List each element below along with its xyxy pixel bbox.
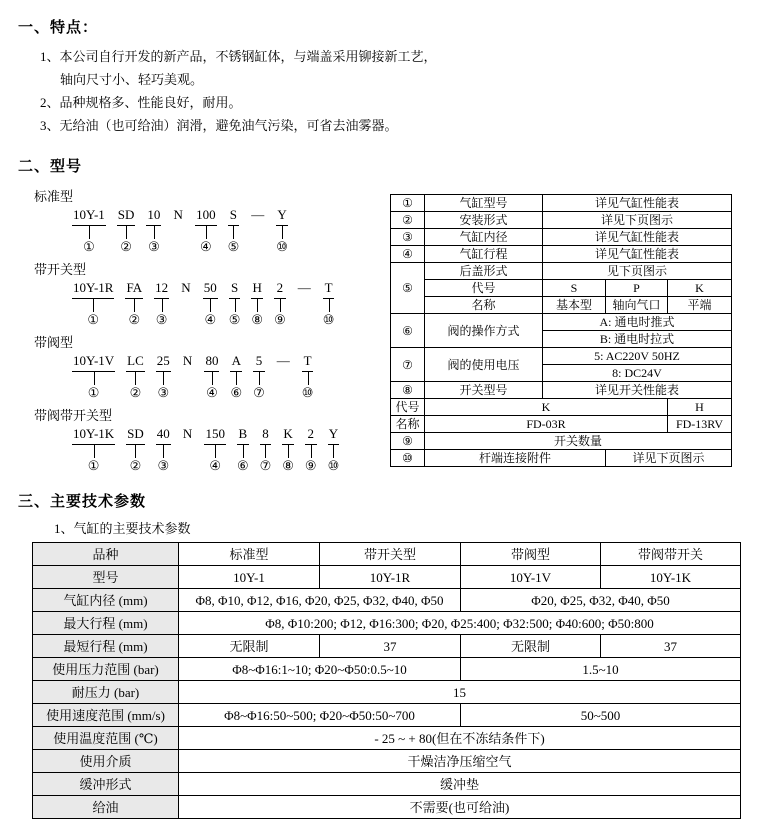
legend-label: 名称 <box>425 297 543 314</box>
circled-number: ④ <box>204 312 217 327</box>
legend-value: S <box>543 280 606 297</box>
legend-label: 代号 <box>425 280 543 297</box>
model-code-segment <box>195 207 217 254</box>
params-section <box>18 490 744 819</box>
legend-value: 详见气缸性能表 <box>543 195 732 212</box>
model-code: N <box>182 426 193 441</box>
legend-value: 5: AC220V 50HZ <box>543 348 732 365</box>
param-label: 使用压力范围 (bar) <box>33 658 179 681</box>
param-value: 10Y-1R <box>320 566 461 589</box>
model-code: 50 <box>203 280 217 295</box>
legend-row <box>391 450 732 467</box>
legend-num: ⑤ <box>391 263 425 314</box>
circled-number: ⑥ <box>236 458 249 473</box>
features-list <box>40 45 744 137</box>
legend-value: 详见下页图示 <box>606 450 732 467</box>
circled-number: ① <box>87 312 100 327</box>
table-row <box>33 658 741 681</box>
param-label: 型号 <box>33 566 179 589</box>
model-code: T <box>324 280 333 295</box>
connector-line <box>251 298 263 311</box>
table-row <box>33 612 741 635</box>
model-code: Y <box>328 426 339 441</box>
model-code-segment <box>72 280 114 327</box>
legend-label: 阀的操作方式 <box>425 314 543 348</box>
legend-num: ① <box>391 195 425 212</box>
circled-number: ⑧ <box>251 312 264 327</box>
model-code-segment <box>172 207 184 254</box>
model-code-segment <box>72 426 115 473</box>
connector-line <box>260 444 272 457</box>
param-value: Φ8~Φ16:1~10; Φ20~Φ50:0.5~10 <box>179 658 461 681</box>
feature-item-2: 2、品种规格多、性能良好，耐用。 <box>40 95 242 110</box>
model-code: FA <box>126 280 143 295</box>
circled-number: ① <box>83 239 95 254</box>
model-code: SD <box>127 426 144 441</box>
circled-number: ⑨ <box>304 458 317 473</box>
connector-line <box>204 444 226 457</box>
circled-number: ⑨ <box>274 312 286 327</box>
legend-label: 后盖形式 <box>425 263 543 280</box>
model-section <box>18 155 744 480</box>
param-label: 最大行程 (mm) <box>33 612 179 635</box>
legend-value: 见下页图示 <box>543 263 732 280</box>
model-code: S <box>230 280 239 295</box>
model-code-segment <box>156 426 171 473</box>
legend-value: 详见下页图示 <box>543 212 732 229</box>
model-code: 5 <box>255 353 263 368</box>
model-code: — <box>276 353 290 368</box>
model-code: B <box>238 426 248 441</box>
model-code: LC <box>127 353 144 368</box>
model-diagram-with-valve <box>18 334 390 400</box>
circled-number: ② <box>129 458 142 473</box>
circled-number: ③ <box>157 458 170 473</box>
model-heading: 二、型号 <box>18 157 83 175</box>
param-label: 缓冲形式 <box>33 773 179 796</box>
circled-number: ⑩ <box>301 385 314 400</box>
model-code: 10Y-1 <box>73 207 105 222</box>
model-code-segment <box>282 426 294 473</box>
model-code-segment <box>251 280 263 327</box>
model-code: Y <box>277 207 287 222</box>
model-code: 10Y-1V <box>73 353 115 368</box>
model-code-segment <box>228 207 240 254</box>
param-header: 带阀型 <box>461 543 601 566</box>
connector-line <box>156 444 171 457</box>
connector-line <box>203 298 218 311</box>
legend-row <box>391 212 732 229</box>
model-legend-table <box>390 194 732 467</box>
legend-num: ⑧ <box>391 382 425 399</box>
legend-row <box>391 399 732 416</box>
table-row <box>33 773 741 796</box>
circled-number: ④ <box>206 385 218 400</box>
model-code-segment <box>230 353 242 400</box>
model-code-segment <box>182 426 194 473</box>
circled-number: ② <box>129 385 142 400</box>
model-code: 10 <box>147 207 161 222</box>
model-code: SD <box>117 207 135 222</box>
table-row <box>33 589 741 612</box>
connector-line <box>146 225 161 238</box>
model-diagram-with-switch <box>18 261 390 327</box>
model-code: K <box>283 426 293 441</box>
model-code-segment <box>276 207 288 254</box>
model-diagrams <box>18 188 390 480</box>
model-code-segment <box>328 426 340 473</box>
legend-row <box>391 229 732 246</box>
legend-label: 开关数量 <box>425 433 732 450</box>
connector-line <box>195 225 217 238</box>
model-code-segment <box>182 353 194 400</box>
model-code: N <box>181 280 191 295</box>
model-code-segment <box>305 426 317 473</box>
legend-value: FD-13RV <box>668 416 732 433</box>
feature-item-1: 1、本公司自行开发的新产品，不锈钢缸体，与端盖采用铆接新工艺， <box>40 49 437 64</box>
model-code-segment <box>204 353 219 400</box>
model-code: 40 <box>156 426 170 441</box>
legend-num: ⑩ <box>391 450 425 467</box>
model-code-segment <box>204 426 226 473</box>
legend-value: 详见气缸性能表 <box>543 229 732 246</box>
circled-number: ② <box>120 239 132 254</box>
circled-number: ③ <box>148 239 160 254</box>
legend-label: 杆端连接附件 <box>425 450 606 467</box>
legend-num: ⑦ <box>391 348 425 382</box>
model-code: 10Y-1R <box>73 280 114 295</box>
model-code-segment <box>274 280 286 327</box>
circled-number: ⑤ <box>228 312 241 327</box>
connector-line <box>72 225 106 238</box>
table-row <box>33 704 741 727</box>
circled-number: ③ <box>155 312 168 327</box>
legend-num: ⑨ <box>391 433 425 450</box>
param-value: 无限制 <box>179 635 320 658</box>
legend-row <box>391 433 732 450</box>
legend-label: 阀的使用电压 <box>425 348 543 382</box>
model-code-segment <box>117 207 136 254</box>
model-code-row <box>72 353 390 400</box>
circled-number: ⑩ <box>322 312 335 327</box>
circled-number: ① <box>87 385 100 400</box>
feature-item-1-cont: 轴向尺寸小、轻巧美观。 <box>60 72 204 87</box>
param-value: 干燥洁净压缩空气 <box>179 750 741 773</box>
model-code-segment <box>253 353 265 400</box>
model-code-segment <box>146 207 161 254</box>
legend-label: 代号 <box>391 399 425 416</box>
param-label: 最短行程 (mm) <box>33 635 179 658</box>
model-diagram-standard <box>18 188 390 254</box>
connector-line <box>305 444 317 457</box>
param-label: 使用温度范围 (℃) <box>33 727 179 750</box>
connector-line <box>156 371 171 384</box>
diagram-label: 带阀型 <box>34 335 74 350</box>
model-code: 8 <box>262 426 269 441</box>
param-label: 使用介质 <box>33 750 179 773</box>
circled-number: ④ <box>199 239 212 254</box>
connector-line <box>72 298 114 311</box>
model-code-segment <box>229 280 241 327</box>
connector-line <box>328 444 340 457</box>
legend-value: FD-03R <box>425 416 668 433</box>
model-code-segment <box>72 353 115 400</box>
model-code-row <box>72 280 390 327</box>
param-value: 10Y-1V <box>461 566 601 589</box>
connector-line <box>253 371 265 384</box>
table-row <box>33 727 741 750</box>
model-code: S <box>229 207 237 222</box>
legend-num: ③ <box>391 229 425 246</box>
connector-line <box>276 225 288 238</box>
connector-line <box>274 298 286 311</box>
connector-line <box>204 371 219 384</box>
legend-num: ② <box>391 212 425 229</box>
model-code: — <box>297 280 311 295</box>
circled-number: ① <box>87 458 100 473</box>
model-code: H <box>252 280 262 295</box>
model-code-segment <box>323 280 335 327</box>
features-section <box>18 16 744 137</box>
param-value: 37 <box>320 635 461 658</box>
legend-row <box>391 314 732 331</box>
model-code-segment <box>237 426 249 473</box>
model-code-segment <box>250 207 265 254</box>
connector-line <box>125 298 143 311</box>
model-code-row <box>72 426 390 473</box>
param-label: 给油 <box>33 796 179 819</box>
model-code: 10Y-1K <box>73 426 115 441</box>
param-value: Φ8, Φ10:200; Φ12, Φ16:300; Φ20, Φ25:400; Φ32:500; Φ40:600; Φ50:800 <box>179 612 741 635</box>
param-label: 耐压力 (bar) <box>33 681 179 704</box>
connector-line <box>126 371 145 384</box>
features-heading: 一、特点： <box>18 18 99 36</box>
circled-number: ⑧ <box>282 458 294 473</box>
param-value: 50~500 <box>461 704 741 727</box>
model-code-row <box>72 207 390 254</box>
model-code-segment <box>125 280 143 327</box>
legend-row <box>391 382 732 399</box>
circled-number: ⑦ <box>259 458 272 473</box>
model-code-segment <box>156 353 171 400</box>
tech-params-table <box>32 542 741 819</box>
diagram-label: 标准型 <box>34 189 74 204</box>
legend-value: H <box>668 399 732 416</box>
model-code: 25 <box>156 353 170 368</box>
connector-line <box>126 444 145 457</box>
param-value: 1.5~10 <box>461 658 741 681</box>
model-code: T <box>303 353 312 368</box>
legend-label: 名称 <box>391 416 425 433</box>
connector-line <box>154 298 169 311</box>
model-code-segment <box>203 280 218 327</box>
param-value: - 25 ~ + 80(但在不冻结条件下) <box>179 727 741 750</box>
circled-number: ⑦ <box>253 385 265 400</box>
legend-value: B: 通电时拉式 <box>543 331 732 348</box>
params-subheading: 1、气缸的主要技术参数 <box>54 521 191 536</box>
legend-num: ④ <box>391 246 425 263</box>
model-code-segment <box>154 280 169 327</box>
connector-line <box>230 371 242 384</box>
legend-row <box>391 263 732 280</box>
params-heading: 三、主要技术参数 <box>18 492 147 510</box>
circled-number: ⑤ <box>227 239 240 254</box>
model-code: 2 <box>307 426 314 441</box>
legend-label: 气缸行程 <box>425 246 543 263</box>
param-header: 带开关型 <box>320 543 461 566</box>
param-label: 使用速度范围 (mm/s) <box>33 704 179 727</box>
table-header-row <box>33 543 741 566</box>
param-value: Φ8~Φ16:50~500; Φ20~Φ50:50~700 <box>179 704 461 727</box>
model-diagram-with-valve-switch <box>18 407 390 473</box>
model-code: 2 <box>276 280 284 295</box>
legend-label: 安装形式 <box>425 212 543 229</box>
model-code-segment <box>297 280 312 327</box>
connector-line <box>282 444 294 457</box>
legend-value: 详见开关性能表 <box>543 382 732 399</box>
model-code: N <box>173 207 183 222</box>
model-code: 100 <box>196 207 216 222</box>
legend-row <box>391 246 732 263</box>
table-row <box>33 635 741 658</box>
param-value: Φ8, Φ10, Φ12, Φ16, Φ20, Φ25, Φ32, Φ40, Φ50 <box>179 589 461 612</box>
legend-row <box>391 348 732 365</box>
legend-row <box>391 195 732 212</box>
connector-line <box>237 444 249 457</box>
param-value: 15 <box>179 681 741 704</box>
table-row <box>33 750 741 773</box>
circled-number: ④ <box>209 458 222 473</box>
model-code: — <box>251 207 265 222</box>
legend-value: 轴向气口 <box>606 297 668 314</box>
legend-label: 气缸内径 <box>425 229 543 246</box>
table-row <box>33 796 741 819</box>
legend-num: ⑥ <box>391 314 425 348</box>
param-value: 10Y-1 <box>179 566 320 589</box>
model-code-segment <box>180 280 192 327</box>
legend-value: A: 通电时推式 <box>543 314 732 331</box>
param-header: 品种 <box>33 543 179 566</box>
circled-number: ⑩ <box>276 239 288 254</box>
diagram-label: 带阀带开关型 <box>34 408 113 423</box>
circled-number: ⑥ <box>230 385 243 400</box>
legend-label: 气缸型号 <box>425 195 543 212</box>
model-code-segment <box>260 426 272 473</box>
model-code: N <box>182 353 193 368</box>
param-value: 缓冲垫 <box>179 773 741 796</box>
connector-line <box>323 298 335 311</box>
param-header: 标准型 <box>179 543 320 566</box>
circled-number: ③ <box>157 385 170 400</box>
legend-value: 平端 <box>668 297 732 314</box>
param-header: 带阀带开关 <box>601 543 741 566</box>
param-value: 37 <box>601 635 741 658</box>
legend-row <box>391 416 732 433</box>
connector-line <box>72 444 115 457</box>
param-value: 无限制 <box>461 635 601 658</box>
connector-line <box>302 371 314 384</box>
param-label: 气缸内径 (mm) <box>33 589 179 612</box>
model-code-segment <box>72 207 106 254</box>
circled-number: ② <box>128 312 141 327</box>
legend-value: 详见气缸性能表 <box>543 246 732 263</box>
model-code: 150 <box>205 426 225 441</box>
model-code-segment <box>302 353 314 400</box>
legend-value: 基本型 <box>543 297 606 314</box>
legend-value: K <box>425 399 668 416</box>
legend-row <box>391 297 732 314</box>
model-code: 80 <box>205 353 219 368</box>
feature-item-3: 3、无给油（也可给油）润滑，避免油气污染，可省去油雾器。 <box>40 118 398 133</box>
model-code-segment <box>276 353 291 400</box>
connector-line <box>228 225 240 238</box>
circled-number: ⑩ <box>327 458 340 473</box>
model-code: A <box>231 353 241 368</box>
param-value: Φ20, Φ25, Φ32, Φ40, Φ50 <box>461 589 741 612</box>
connector-line <box>229 298 241 311</box>
model-code-segment <box>126 426 145 473</box>
model-layout <box>18 188 744 480</box>
legend-value: P <box>606 280 668 297</box>
param-value: 不需要(也可给油) <box>179 796 741 819</box>
param-value: 10Y-1K <box>601 566 741 589</box>
legend-value: 8: DC24V <box>543 365 732 382</box>
table-row <box>33 681 741 704</box>
model-code-segment <box>126 353 145 400</box>
table-row <box>33 566 741 589</box>
legend-value: K <box>668 280 732 297</box>
legend-row <box>391 280 732 297</box>
diagram-label: 带开关型 <box>34 262 87 277</box>
connector-line <box>72 371 115 384</box>
model-code: 12 <box>155 280 169 295</box>
legend-label: 开关型号 <box>425 382 543 399</box>
connector-line <box>117 225 136 238</box>
